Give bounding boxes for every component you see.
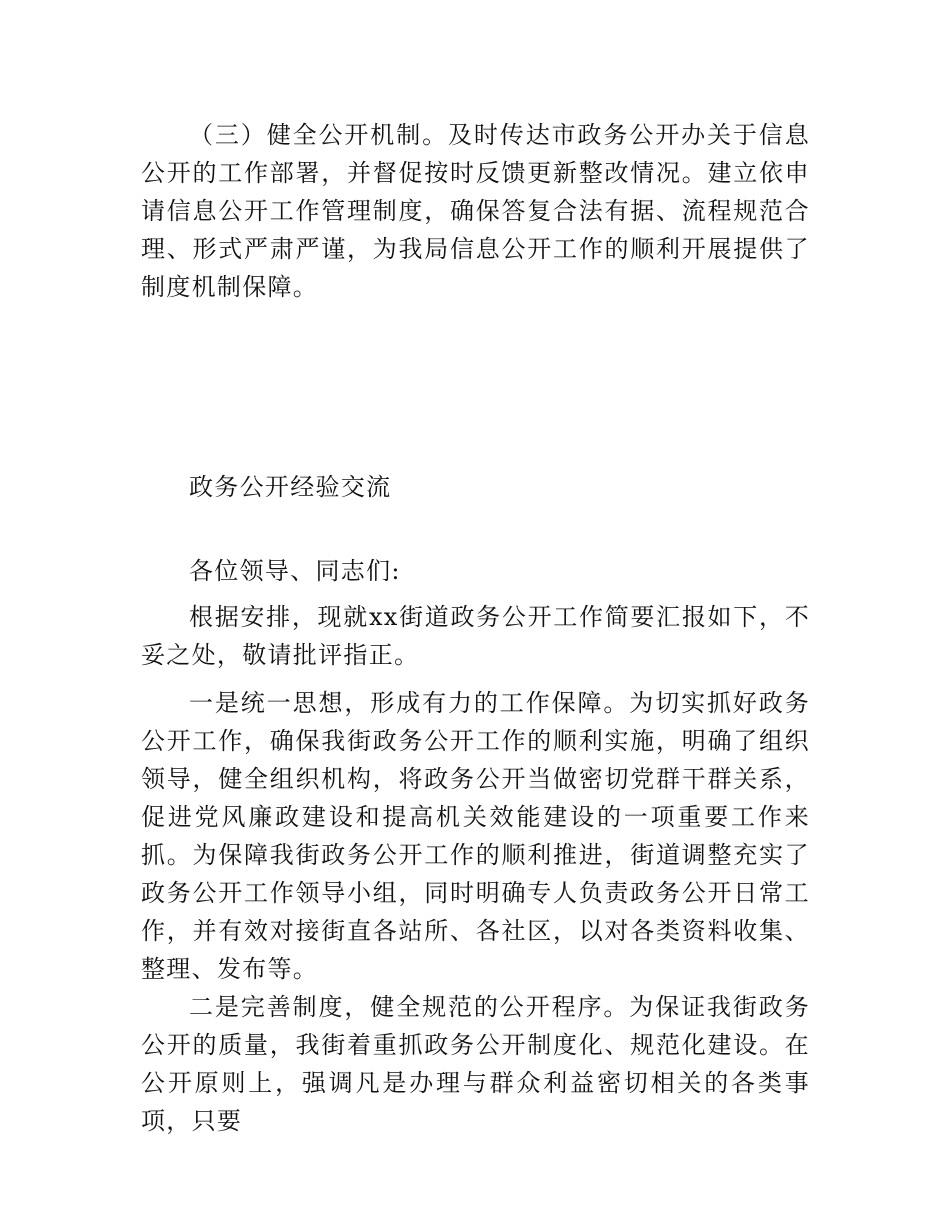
body-paragraph-2: 一是统一思想，形成有力的工作保障。为切实抓好政务公开工作，确保我街政务公开工作的顺利实施，明确了组织领导，健全组织机构，将政务公开当做密切党群干群关系，促进党风廉政建设和提高机关效能建设的一项重要工作来抓。为保障我街政务公开工作的顺利推进，街道调整充实了政务公开工作领导小组，同时明确专人负责政务公开日常工作，并有效对接街直各站所、各社区，以对各类资料收集、整理、发布等。 xyxy=(141,689,810,983)
article-title: 政务公开经验交流 xyxy=(189,473,392,501)
section-three-paragraph: （三）健全公开机制。及时传达市政务公开办关于信息公开的工作部署，并督促按时反馈更新整改情况。建立依申请信息公开工作管理制度，确保答复合法有据、流程规范合理、形式严肃严谨，为我局信息公开工作的顺利开展提供了制度机制保障。 xyxy=(141,121,810,301)
salutation: 各位领导、同志们: xyxy=(189,557,401,585)
body-paragraph-1: 根据安排，现就xx街道政务公开工作简要汇报如下，不妥之处，敬请批评指正。 xyxy=(141,603,810,669)
body-paragraph-3: 二是完善制度，健全规范的公开程序。为保证我街政务公开的质量，我街着重抓政务公开制度化、规范化建设。在公开原则上，强调凡是办理与群众利益密切相关的各类事项，只要 xyxy=(141,993,810,1135)
